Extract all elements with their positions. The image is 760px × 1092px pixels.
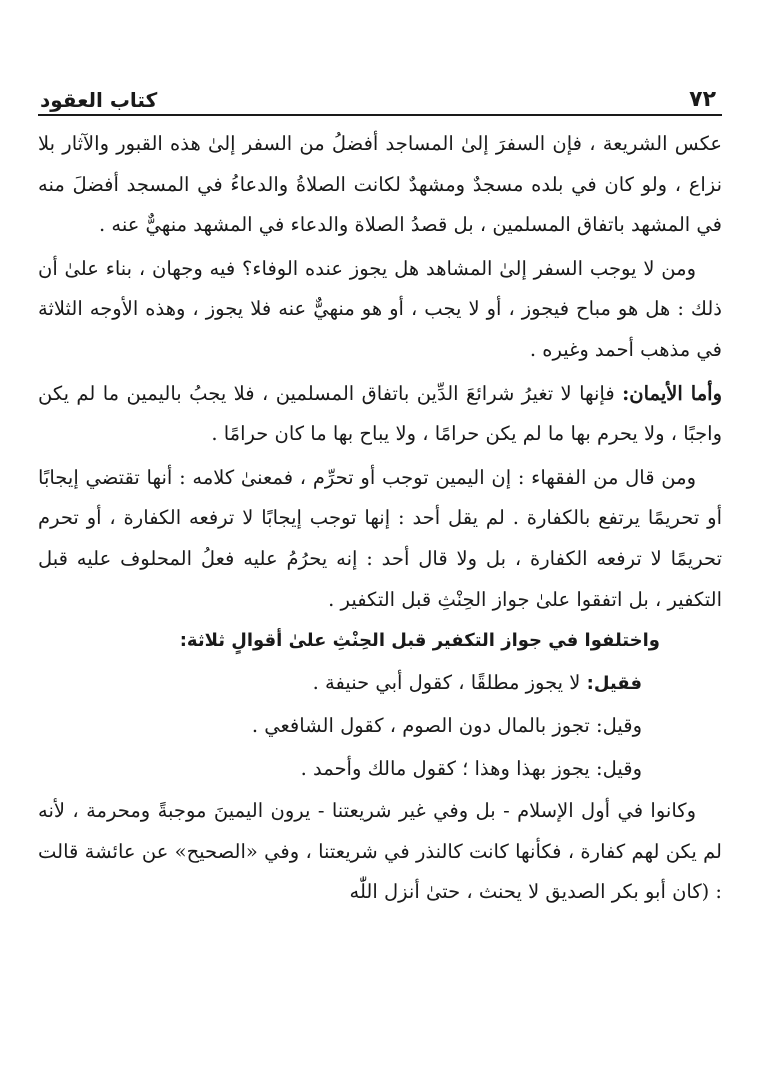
header-divider: [38, 114, 722, 116]
list-item-3: [38, 748, 722, 791]
paragraph-3-lead: وأما الأيمان:: [622, 381, 722, 405]
text-body: [38, 124, 722, 913]
paragraph-3: [38, 374, 722, 455]
paragraph-2: ومن لا يوجب السفر إلىٰ المشاهد هل يجوز عنده الوفاء؟ فيه وجهان ، بناء علىٰ أن ذلك : هل هو مباح فيجوز ، أو لا يجب ، أو هو منهيٌّ عنه فلا يجوز ، وهذه الأوجه الثلاثة في مذهب أحمد وغيره .: [38, 256, 722, 361]
paragraph-3-text: فإنها لا تغيرُ شرائعَ الدِّين باتفاق المسلمين ، فلا يجبُ باليمين ما لم يكن واجبًا ، ولا يحرم بها ما لم يكن حرامًا ، ولا يباح بها ما كان حرامًا .: [38, 381, 722, 446]
list-item-1-lead: فقيل:: [586, 673, 642, 695]
list-item-1-text: لا يجوز مطلقًا ، كقول أبي حنيفة .: [312, 671, 587, 695]
paragraph-1: عكس الشريعة ، فإن السفرَ إلىٰ المساجد أفضلُ من السفر إلىٰ هذه القبور والآثار بلا نزاع ، ولو كان في بلده مسجدٌ ومشهدٌ لكانت الصلاةُ والدعاءُ في المسجد أفضلَ منه في المشهد باتفاق المسلمين ، بل قصدُ الصلاة والدعاء في المشهد منهيٌّ عنه .: [38, 132, 722, 237]
paragraph-5: وكانوا في أول الإسلام - بل وفي غير شريعتنا - يرون اليمينَ موجبةً ومحرمة ، لأنه لم يكن لهم كفارة ، فكأنها كانت كالنذر في شريعتنا ، وفي «الصحيح» عن عائشة قالت : (كان أبو بكر الصديق لا يحنث ، حتىٰ أنزل اللّٰه: [38, 799, 722, 904]
running-header: [38, 72, 722, 112]
paragraph-4: ومن قال من الفقهاء : إن اليمين توجب أو تحرِّم ، فمعنىٰ كلامه : أنها تقتضي إيجابًا أو تحريمًا يرتفع بالكفارة . لم يقل أحد : إنها توجب إيجابًا لا ترفعه الكفارة ، أو تحرم تحريمًا لا ترفعه الكفارة ، بل ولا قال أحد : إنه يحرُمُ عليه فعلُ المحلوف عليه قبل التكفير ، بل اتفقوا علىٰ جواز الحِنْثِ قبل التكفير .: [38, 465, 722, 611]
list-item-3-text: وقيل: يجوز بهذا وهذا ؛ كقول مالك وأحمد .: [300, 757, 642, 781]
list-heading: واختلفوا في جواز التكفير قبل الحِنْثِ علىٰ أقوالٍ ثلاثة:: [179, 630, 660, 652]
page-content: [38, 0, 722, 1092]
running-title: كتاب العقود: [40, 88, 158, 112]
page-number: ٧٢: [689, 87, 716, 112]
list-item-2: [38, 705, 722, 748]
list-item-1: [38, 662, 722, 705]
list-item-2-text: وقيل: تجوز بالمال دون الصوم ، كقول الشافعي .: [251, 714, 642, 738]
